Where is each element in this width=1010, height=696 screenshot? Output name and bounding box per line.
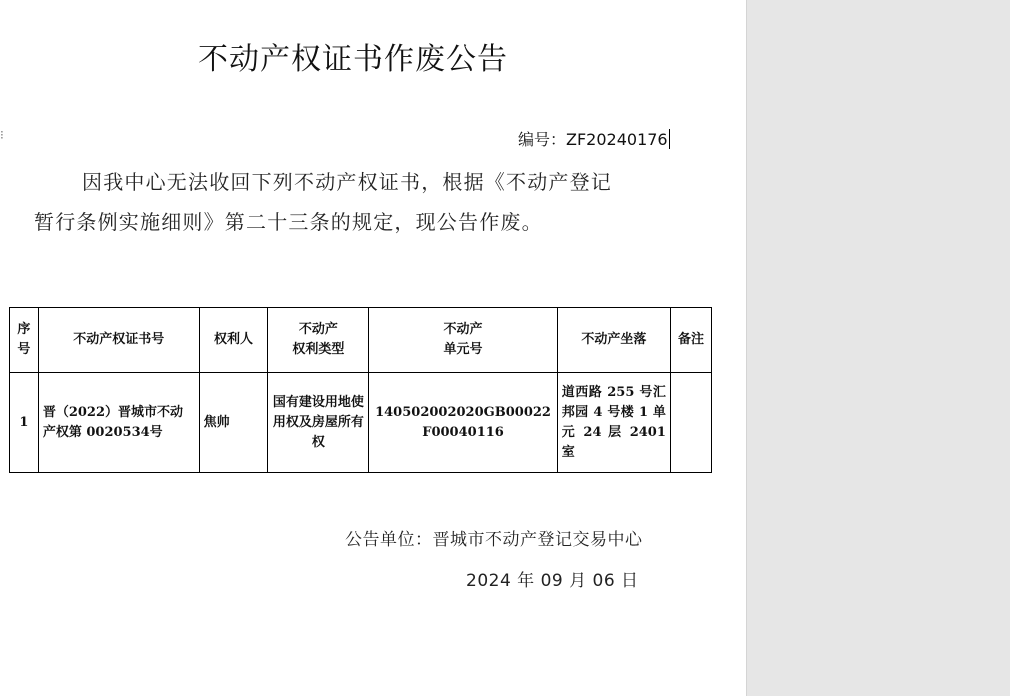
- serial-number[interactable]: [518, 127, 670, 150]
- workspace-background: [746, 0, 1010, 696]
- cell-location: 道西路 255 号汇邦园 4 号楼 1 单元 24 层 2401 室: [557, 373, 670, 473]
- certificate-table: [9, 307, 712, 473]
- cell-seq: 1: [10, 373, 39, 473]
- table-header-row: [10, 308, 712, 373]
- header-seq: 序 号: [10, 308, 39, 373]
- header-owner: 权利人: [199, 308, 268, 373]
- issuing-unit: 公告单位：晋城市不动产登记交易中心: [345, 530, 643, 550]
- document-title: 不动产权证书作废公告: [198, 42, 508, 77]
- cell-owner: 焦帅: [199, 373, 268, 473]
- table-row: [10, 373, 712, 473]
- header-cert-number: 不动产权证书号: [38, 308, 199, 373]
- margin-marker: ⁝: [0, 128, 4, 142]
- cell-remarks: [670, 373, 711, 473]
- body-text-line-2: 暂行条例实施细则》第二十三条的规定，现公告作废。: [34, 210, 543, 234]
- serial-number-text: 编号：ZF20240176: [518, 130, 668, 149]
- notice-date: 2024 年 09 月 06 日: [466, 571, 639, 591]
- cell-right-type: 国有建设用地使用权及房屋所有权: [268, 373, 369, 473]
- header-location: 不动产坐落: [557, 308, 670, 373]
- header-unit-number: 不动产 单元号: [369, 308, 558, 373]
- header-remarks: 备注: [670, 308, 711, 373]
- cell-cert-number: 晋（2022）晋城市不动产权第 0020534号: [38, 373, 199, 473]
- cell-unit-number: 140502002020GB00022F00040116: [369, 373, 558, 473]
- header-right-type: 不动产 权利类型: [268, 308, 369, 373]
- body-text-line-1: 因我中心无法收回下列不动产权证书，根据《不动产登记: [82, 170, 612, 194]
- text-cursor: [669, 129, 670, 149]
